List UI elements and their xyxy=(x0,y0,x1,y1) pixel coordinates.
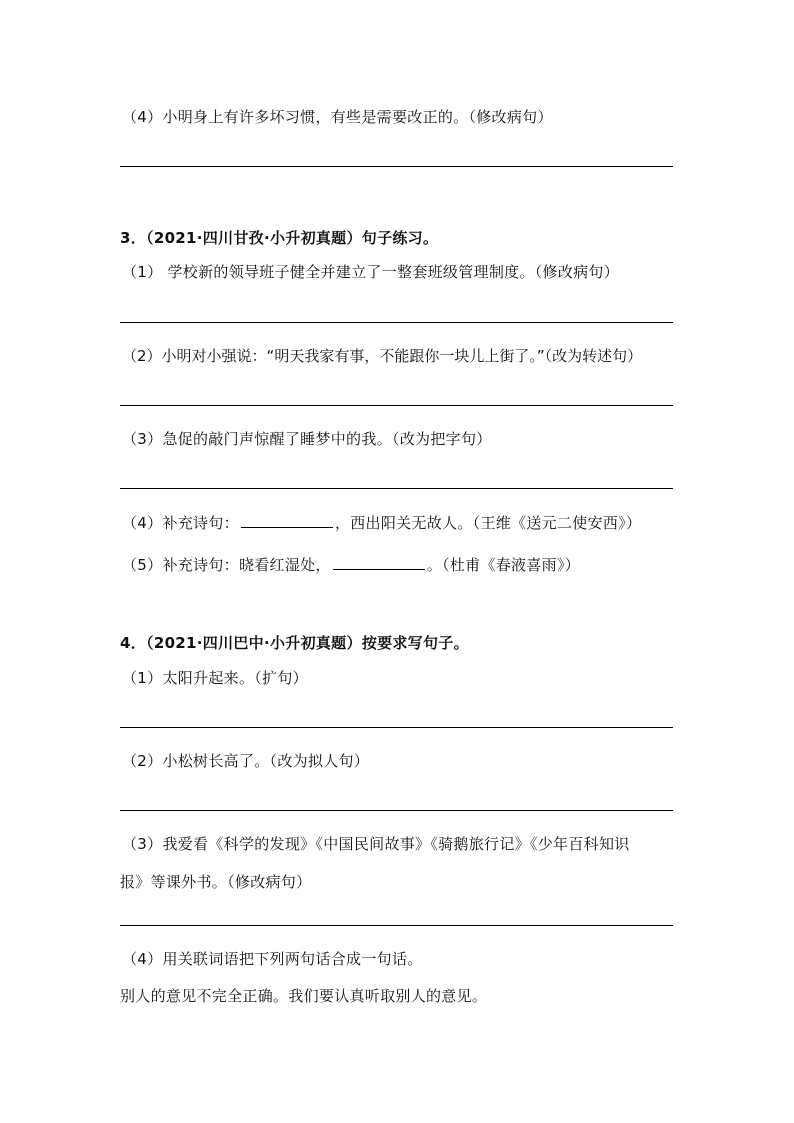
q4-item2-answer-line[interactable] xyxy=(120,810,673,811)
q4-heading: 4．（2021·四川巴中·小升初真题）按要求写句子。 xyxy=(120,634,469,652)
q3-item4-suffix: ，西出阳关无故人。（王维《送元二使安西》） xyxy=(334,514,642,532)
q2-item4-text: （4）小明身上有许多坏习惯，有些是需要改正的。（修改病句） xyxy=(122,108,553,126)
q3-item1-answer-line[interactable] xyxy=(120,322,673,323)
q3-item3-answer-line[interactable] xyxy=(120,488,673,489)
q4-item2-text: （2）小松树长高了。（改为拟人句） xyxy=(122,752,370,770)
q4-item1-answer-line[interactable] xyxy=(120,727,673,728)
q3-item5-suffix: 。（杜甫《春液喜雨》） xyxy=(426,556,581,574)
q4-item4-sentence: 别人的意见不完全正确。我们要认真听取别人的意见。 xyxy=(120,987,488,1005)
q3-item5-blank[interactable] xyxy=(333,555,425,570)
q4-item3-text-line2: 报》等课外书。（修改病句） xyxy=(120,873,312,891)
q3-heading: 3．（2021·四川甘孜·小升初真题）句子练习。 xyxy=(120,229,439,247)
q3-item4-blank[interactable] xyxy=(241,513,333,528)
q4-item4-text: （4）用关联词语把下列两句话合成一句话。 xyxy=(122,950,423,968)
q4-item3-text-line1: （3）我爱看《科学的发现》《中国民间故事》《骑鹅旅行记》《少年百科知识 xyxy=(122,835,630,853)
q2-item4-answer-line[interactable] xyxy=(120,166,673,167)
q3-item5-line xyxy=(122,555,580,575)
q3-item1-text: （1） 学校新的领导班子健全并建立了一整套班级管理制度。（修改病句） xyxy=(122,263,620,281)
q3-item3-text: （3）急促的敲门声惊醒了睡梦中的我。（改为把字句） xyxy=(122,430,492,448)
q4-item1-text: （1）太阳升起来。（扩句） xyxy=(122,669,308,687)
q3-item2-answer-line[interactable] xyxy=(120,405,673,406)
q3-item5-prefix: （5）补充诗句：晓看红湿处， xyxy=(122,556,331,574)
q3-item2-text: （2）小明对小强说：“明天我家有事，不能跟你一块儿上街了。”（改为转述句） xyxy=(122,347,643,365)
q3-item4-prefix: （4）补充诗句： xyxy=(122,514,239,532)
q4-item3-answer-line[interactable] xyxy=(120,925,673,926)
q3-item4-line xyxy=(122,513,641,533)
